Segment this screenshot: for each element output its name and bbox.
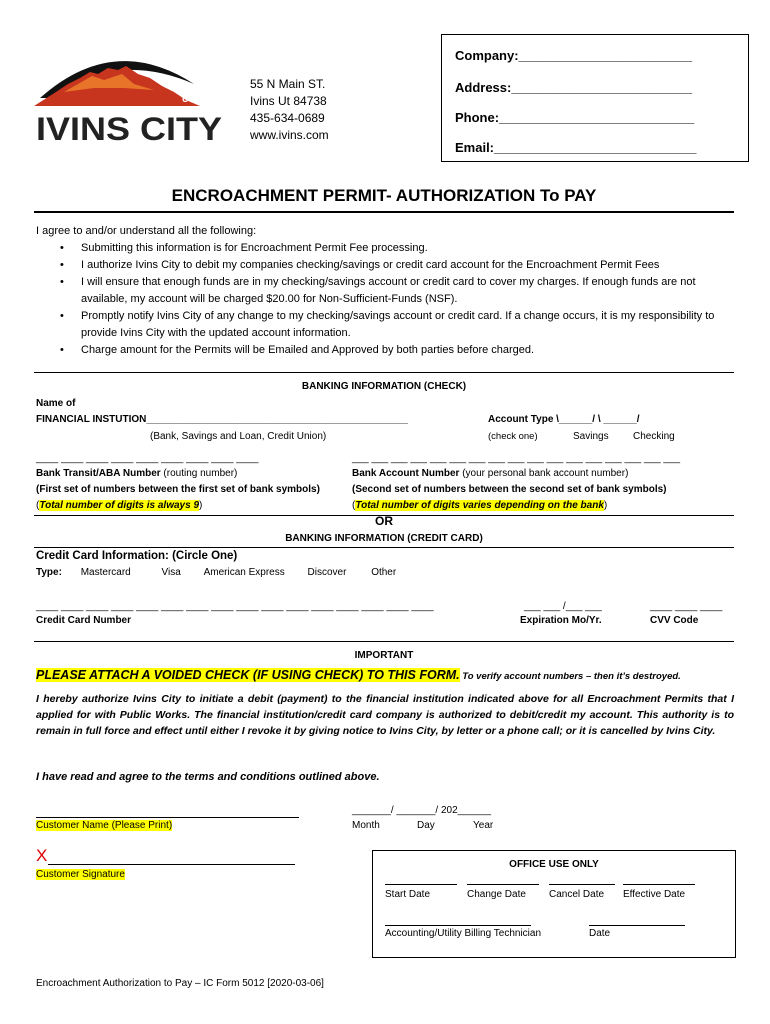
- agree-statement: I have read and agree to the terms and conditions outlined above.: [36, 771, 380, 783]
- technician-line[interactable]: [385, 925, 531, 926]
- year-label: Year: [473, 820, 494, 831]
- or-label: OR: [375, 514, 393, 528]
- change-date-line[interactable]: [467, 884, 539, 885]
- address-field[interactable]: Address:_________________________: [455, 80, 693, 95]
- title-divider: [34, 211, 734, 213]
- list-item: • Submitting this information is for Encroachment Permit Fee processing.: [36, 240, 726, 257]
- list-item: • Promptly notify Ivins City of any change to my checking/savings account or credit card. If a change occurs, it is my responsibility to provide Ivins City with the updated account information.: [36, 308, 726, 342]
- customer-signature-line[interactable]: [48, 864, 295, 865]
- effective-date-label: Effective Date: [623, 889, 686, 900]
- card-section-header: BANKING INFORMATION (CREDIT CARD): [285, 533, 483, 544]
- cancel-date-label: Cancel Date: [549, 889, 605, 900]
- company-field[interactable]: Company:________________________: [455, 48, 693, 63]
- savings-option[interactable]: Savings: [573, 431, 609, 442]
- account-info: [352, 466, 667, 514]
- paren-close: ): [603, 500, 608, 511]
- start-date-line[interactable]: [385, 884, 457, 885]
- name-of-label: Name of: [36, 398, 76, 409]
- cvv-label: CVV Code: [650, 615, 699, 626]
- account-digits-note: Total number of digits varies depending on the bank: [355, 500, 604, 511]
- card-info-label: Credit Card Information: (Circle One): [36, 550, 238, 562]
- signature-x-mark: X: [36, 846, 48, 865]
- start-date-label: Start Date: [385, 889, 431, 900]
- office-use-box: [372, 850, 736, 958]
- authorization-paragraph: I hereby authorize Ivins City to initiate a debit (payment) to the financial institution indicated above for all Encroachment Permits that I applied for with Public Works. The financial institution/credit card company is authorized to debit/credit my account. This authority is to remain in full force and effect until either I revoke it by giving notice to Ivins City, by letter or a phone call; or it is cancelled by Ivins City.: [36, 693, 734, 737]
- technician-label: Accounting/Utility Billing Technician: [385, 928, 542, 939]
- paren-open: (: [36, 500, 40, 511]
- check-section-divider: [34, 372, 734, 373]
- paren-close: ): [199, 500, 203, 511]
- checking-option[interactable]: Checking: [633, 431, 675, 442]
- account-number-blanks[interactable]: ___ ___ ___ ___ ___ ___ ___ ___ ___ ___ ___ ___ ___ ___ ___ ___ ___: [352, 453, 681, 464]
- address-line2: Ivins Ut 84738: [250, 94, 327, 108]
- card-type-other[interactable]: Other: [371, 567, 397, 578]
- address-line1: 55 N Main ST.: [250, 77, 326, 91]
- card-number-blanks[interactable]: ____ ____ ____ ____ ____ ____ ____ ____ ____ ____ ____ ____ ____ ____ ____ ____: [36, 601, 434, 612]
- page-title: ENCROACHMENT PERMIT- AUTHORIZATION To PAY: [171, 186, 597, 205]
- paren-open: (: [352, 500, 356, 511]
- ivins-city-logo: [34, 44, 230, 148]
- card-type-discover[interactable]: Discover: [307, 567, 347, 578]
- card-type-label: Type:: [36, 567, 62, 578]
- routing-digits-note: Total number of digits is always 9: [39, 500, 200, 511]
- form-footer: Encroachment Authorization to Pay – IC Form 5012 [2020-03-06]: [36, 978, 324, 989]
- cvv-blanks[interactable]: ____ ____ ____: [650, 601, 723, 612]
- change-date-label: Change Date: [467, 889, 526, 900]
- terms-section: [36, 223, 726, 359]
- email-field[interactable]: Email:____________________________: [455, 140, 697, 155]
- important-header: IMPORTANT: [354, 650, 414, 661]
- card-type-amex[interactable]: American Express: [203, 567, 285, 578]
- office-use-title: OFFICE USE ONLY: [509, 859, 599, 870]
- customer-name-label: Customer Name (Please Print): [36, 820, 173, 831]
- company-info-box: [441, 34, 749, 162]
- account-type-field[interactable]: Account Type \______/ \ ______/: [488, 414, 640, 425]
- city-address-block: [250, 76, 329, 144]
- mountain-logo-icon: [34, 44, 230, 148]
- card-number-label: Credit Card Number: [36, 615, 132, 626]
- logo-brand-text: IVINS CITY: [36, 111, 222, 147]
- phone-field[interactable]: Phone:___________________________: [455, 110, 695, 125]
- account-note: (Second set of numbers between the second set of bank symbols): [352, 484, 667, 495]
- routing-info: [36, 466, 320, 514]
- routing-hint: (routing number): [160, 468, 238, 479]
- effective-date-line[interactable]: [623, 884, 695, 885]
- attach-notice: [36, 666, 681, 684]
- day-label: Day: [417, 820, 435, 831]
- cancel-date-line[interactable]: [549, 884, 615, 885]
- attach-check-notice: PLEASE ATTACH A VOIDED CHECK (IF USING CHECK) TO THIS FORM.: [36, 668, 460, 682]
- office-date-label: Date: [589, 928, 611, 939]
- check-one-hint: (check one): [488, 431, 538, 442]
- list-item: • I will ensure that enough funds are in my checking/savings account or credit card to cover my charges. If enough funds are not available, my account will be charged $20.00 for Non-Sufficient-Funds (NSF).: [36, 274, 726, 308]
- account-label: Bank Account Number: [352, 468, 460, 479]
- verify-notice: To verify account numbers – then it’s destroyed.: [459, 671, 681, 682]
- office-date-line[interactable]: [589, 925, 685, 926]
- list-item: • I authorize Ivins City to debit my companies checking/savings or credit card account for the Encroachment Permit Fees: [36, 257, 726, 274]
- address-website[interactable]: www.ivins.com: [250, 128, 329, 142]
- card-type-mastercard[interactable]: Mastercard: [80, 567, 131, 578]
- date-field[interactable]: _______/ _______/ 202______: [352, 805, 492, 816]
- address-phone: 435-634-0689: [250, 111, 325, 125]
- card-section-divider: [34, 547, 734, 548]
- customer-signature-label: Customer Signature: [36, 869, 125, 880]
- card-type-visa[interactable]: Visa: [161, 567, 181, 578]
- financial-institution-field[interactable]: FINANCIAL INSTUTION_______________________________________________: [36, 414, 408, 425]
- institution-hint: (Bank, Savings and Loan, Credit Union): [150, 431, 327, 442]
- card-type-row: [36, 567, 396, 578]
- expiration-label: Expiration Mo/Yr.: [520, 615, 602, 626]
- list-item: • Charge amount for the Permits will be Emailed and Approved by both parties before charged.: [36, 342, 726, 359]
- month-label: Month: [352, 820, 380, 831]
- terms-list: [36, 240, 726, 359]
- logo-state-text: UTAH: [182, 94, 207, 104]
- routing-label: Bank Transit/ABA Number: [36, 468, 161, 479]
- routing-number-blanks[interactable]: ____ ____ ____ ____ ____ ____ ____ ____ ____: [36, 453, 259, 464]
- expiration-blanks[interactable]: ___ ___ /___ ___: [524, 601, 602, 612]
- customer-name-line[interactable]: [36, 817, 299, 818]
- terms-intro: I agree to and/or understand all the following:: [36, 225, 257, 237]
- important-divider: [34, 641, 734, 642]
- routing-note: (First set of numbers between the first set of bank symbols): [36, 484, 320, 495]
- account-hint: (your personal bank account number): [459, 468, 629, 479]
- check-section-header: BANKING INFORMATION (CHECK): [301, 381, 467, 392]
